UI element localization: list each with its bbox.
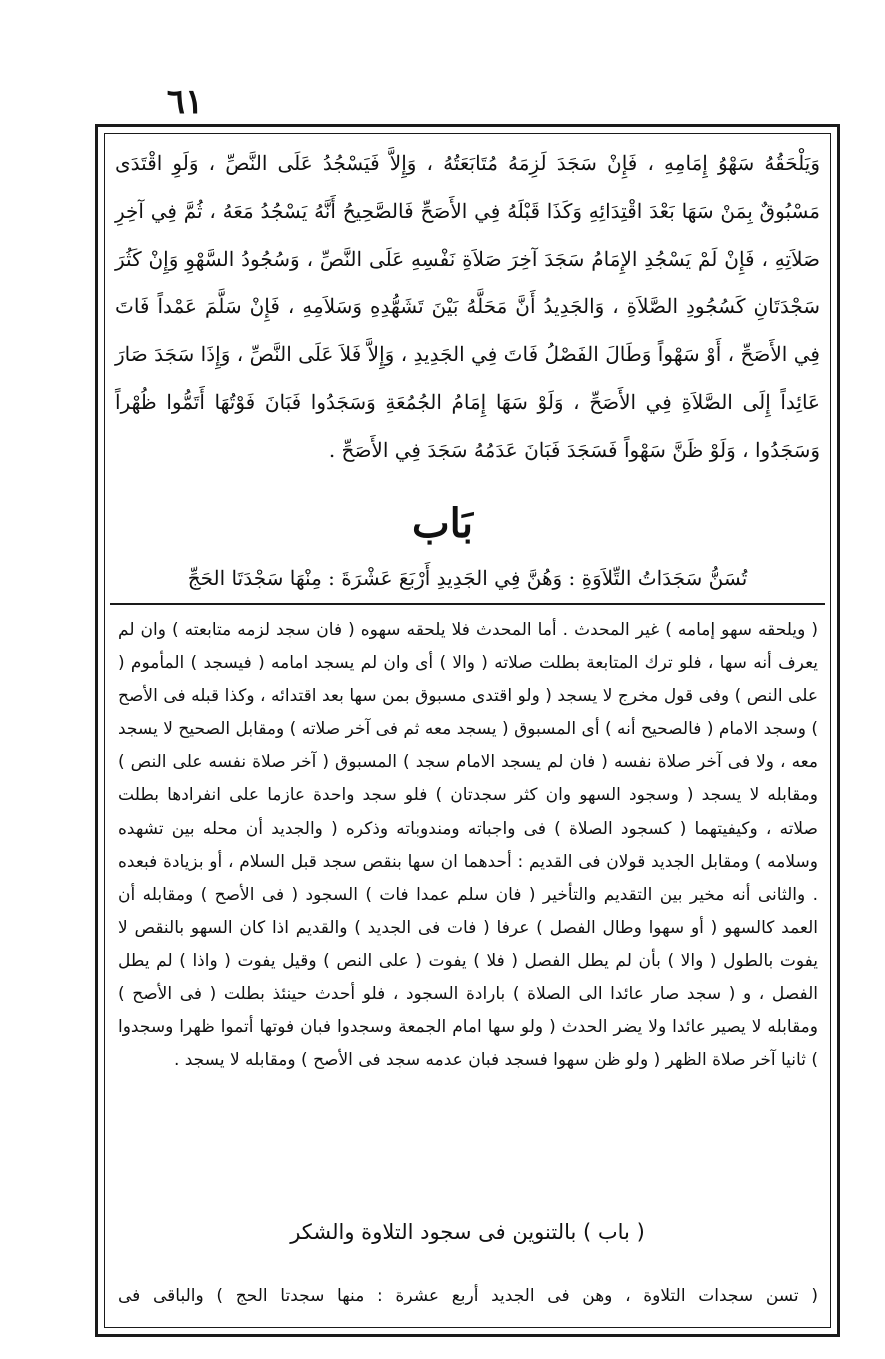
commentary-text-block — [118, 614, 818, 1077]
commentary-last-line: ( تسن سجدات التلاوة ، وهن فى الجديد أربع عشرة : منها سجدتا الحج ) والباقى فى — [118, 1286, 818, 1306]
commentary-chapter-heading: ( باب ) بالتنوين فى سجود التلاوة والشكر — [290, 1220, 645, 1244]
chapter-subtitle: تُسَنُّ سَجَدَاتُ التِّلاَوَةِ : وَهُنَّ فِي الجَدِيدِ أَرْبَعَ عَشْرَةَ : مِنْهَا سَجْدَتَا الحَجِّ — [187, 566, 748, 590]
chapter-title: بَاب — [412, 500, 473, 547]
section-divider — [110, 603, 825, 605]
matn-text-block — [115, 140, 820, 475]
matn-paragraph: وَيَلْحَقُهُ سَهْوُ إِمَامِهِ ، فَإِنْ سَجَدَ لَزِمَهُ مُتَابَعَتُهُ ، وَإِلاَّ فَيَسْجُدُ عَلَى النَّصِّ ، وَلَوِ اقْتَدَى مَسْبُوقٌ بِمَنْ سَهَا بَعْدَ اقْتِدَائِهِ وَكَذَا قَبْلَهُ فِي الأَصَحِّ فَالصَّحِيحُ أَنَّهُ يَسْجُدُ مَعَهُ ، ثُمَّ فِي آخِرِ صَلاَتِهِ ، فَإِنْ لَمْ يَسْجُدِ الإِمَامُ سَجَدَ آخِرَ صَلاَةِ نَفْسِهِ عَلَى النَّصِّ ، وَسُجُودُ السَّهْوِ وَإِنْ كَثُرَ سَجْدَتَانِ كَسُجُودِ الصَّلاَةِ ، وَالجَدِيدُ أَنَّ مَحَلَّهُ بَيْنَ تَشَهُّدِهِ وَسَلاَمِهِ ، فَإِنْ سَلَّمَ عَمْداً فَاتَ فِي الأَصَحِّ ، أَوْ سَهْواً وَطَالَ الفَصْلُ فَاتَ فِي الجَدِيدِ ، وَإِلاَّ فَلاَ عَلَى النَّصِّ ، وَإِذَا سَجَدَ صَارَ عَائِداً إِلَى الصَّلاَةِ فِي الأَصَحِّ ، وَلَوْ سَهَا إِمَامُ الجُمُعَةِ وَسَجَدُوا فَبَانَ فَوْتُهَا أَتَمُّوا ظُهْراً وَسَجَدُوا ، وَلَوْ ظَنَّ سَهْواً فَسَجَدَ فَبَانَ عَدَمُهُ سَجَدَ فِي الأَصَحِّ . — [115, 151, 820, 462]
commentary-paragraph: ( ويلحقه سهو إمامه ) غير المحدث . أما المحدث فلا يلحقه سهوه ( فان سجد لزمه متابعته ) وان لم يعرف أنه سها ، فلو ترك المتابعة بطلت صلاته ( والا ) أى وان لم يسجد امامه ( فيسجد ) المأموم ( على النص ) وفى قول مخرج لا يسجد ( ولو اقتدى مسبوق بمن سها بعد اقتدائه ، وكذا قبله فى الأصح ) وسجد الامام ( فالصحيح أنه ) أى المسبوق ( يسجد معه ثم فى آخر صلاته ) ومقابل الصحيح لا يسجد معه ، ولا فى آخر صلاة نفسه ( فان لم يسجد الامام سجد ) المسبوق ( آخر صلاة نفسه على النص ) ومقابله لا يسجد ( وسجود السهو وان كثر سجدتان ) فلو سجد واحدة عازما على انفرادها بطلت صلاته ، وكيفيتهما ( كسجود الصلاة ) فى واجباته ومندوباته وذكره ( والجديد أن محله بين تشهده وسلامه ) ومقابل الجديد قولان فى القديم : أحدهما ان سها بنقص سجد قبل السلام ، أو بزيادة فبعده . والثانى أنه مخير بين التقديم والتأخير ( فان سلم عمدا فات ) السجود ( فى الأصح ) ومقابله أن العمد كالسهو ( أو سهوا وطال الفصل ) عرفا ( فات فى الجديد ) والقديم اذا كان السهو بالنقص لا يفوت بالطول ( والا ) بأن لم يطل الفصل ( فلا ) يفوت ( على النص ) وقيل يفوت ( واذا ) لم يطل الفصل ، و ( سجد صار عائدا الى الصلاة ) بارادة السجود ، فلو أحدث حينئذ بطلت ( فى الأصح ) ومقابله لا يصير عائدا ولا يضر الحدث ( ولو سها امام الجمعة وسجدوا فبان فوتها أتموا ظهرا وسجدوا ) ثانيا آخر صلاة الظهر ( ولو ظن سهوا فسجد فبان عدمه سجد فى الأصح ) ومقابله لا يسجد . — [118, 620, 818, 1071]
page-number: ٦١ — [166, 82, 204, 122]
